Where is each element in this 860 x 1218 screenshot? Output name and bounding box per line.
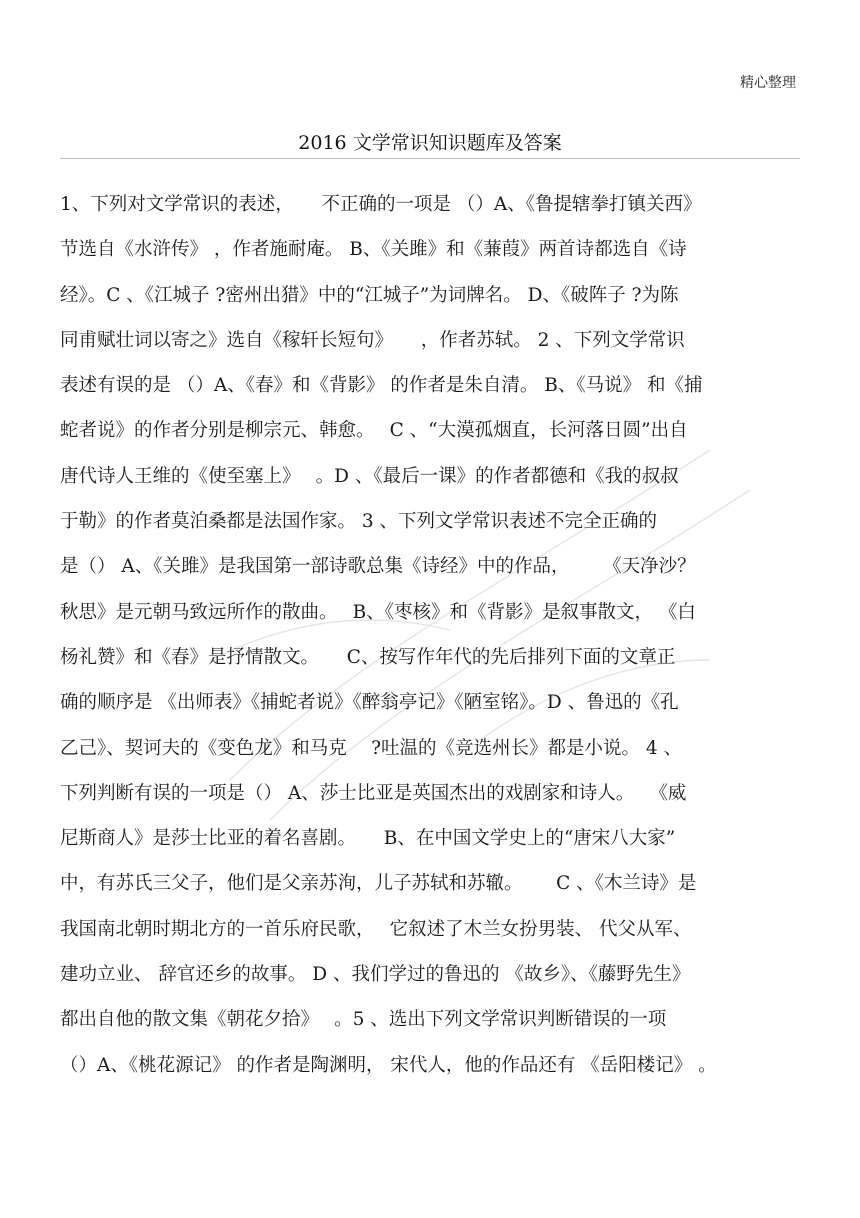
text-line: 1、下列对文学常识的表述， 不正确的一项是 （）A、《鲁提辖拳打镇关西》 [60, 194, 702, 215]
text-line: 杨礼赞》和《春》是抒情散文。 C、按写作年代的先后排列下面的文章正 [60, 646, 676, 668]
header-note: 精心整理 [740, 75, 796, 91]
text-line: 秋思》是元朝马致远所作的散曲。 B、《枣核》和《背影》是叙事散文， 《白 [60, 601, 696, 623]
text-line: 乙己》、契诃夫的《变色龙》和马克 ?吐温的《竞选州长》都是小说。 4 、 [60, 737, 683, 759]
text-line: 表述有误的是 （）A、《春》和《背影》 的作者是朱自清。 B、《马说》 和《捕 [60, 375, 703, 397]
title-divider [60, 158, 800, 159]
text-line: 尼斯商人》是莎士比亚的着名喜剧。 B、在中国文学史上的“唐宋八大家” [60, 828, 676, 850]
document-title: 2016 文学常识知识题库及答案 [298, 132, 562, 154]
text-line: 都出自他的散文集《朝花夕拾》 。5 、选出下列文学常识判断错误的一项 [60, 1009, 667, 1031]
text-line: 蛇者说》的作者分别是柳宗元、韩愈。 C 、“大漠孤烟直，长河落日圆”出自 [60, 420, 688, 442]
text-line: 节选自《水浒传》 ，作者施耐庵。 B、《关雎》和《蒹葭》两首诗都选自《诗 [60, 239, 687, 261]
text-line: 我国南北朝时期北方的一首乐府民歌， 它叙述了木兰女扮男装、 代父从军、 [60, 918, 692, 940]
text-line: 建功立业、 辞官还乡的故事。 D 、我们学过的鲁迅的 《故乡》、《藤野先生》 [60, 964, 691, 986]
text-line: （）A、《桃花源记》 的作者是陶渊明， 宋代人，他的作品还有 《岳阳楼记》 。 [60, 1054, 717, 1076]
text-line: 确的顺序是 《出师表》《捕蛇者说》《醉翁亭记》《陋室铭》。D 、鲁迅的《孔 [60, 692, 679, 714]
text-line: 中，有苏氏三父子，他们是父亲苏洵，儿子苏轼和苏辙。 C 、《木兰诗》是 [60, 873, 697, 895]
text-line: 是（） A、《关雎》是我国第一部诗歌总集《诗经》中的作品， 《天净沙？ [60, 556, 696, 578]
document-body [60, 190, 800, 1096]
text-line: 唐代诗人王维的《使至塞上》 。D 、《最后一课》的作者都德和《我的叔叔 [60, 465, 679, 487]
text-line: 于勒》的作者莫泊桑都是法国作家。 3 、下列文学常识表述不完全正确的 [60, 511, 658, 533]
text-line: 同甫赋壮词以寄之》选自《稼轩长短句》 ，作者苏轼。 2 、下列文学常识 [60, 329, 685, 351]
text-line: 经》。C 、《江城子 ?密州出猎》中的“江城子”为词牌名。 D、《破阵子 ?为陈 [60, 284, 679, 306]
text-line: 下列判断有误的一项是（） A、莎士比亚是英国杰出的戏剧家和诗人。 《威 [60, 782, 687, 804]
